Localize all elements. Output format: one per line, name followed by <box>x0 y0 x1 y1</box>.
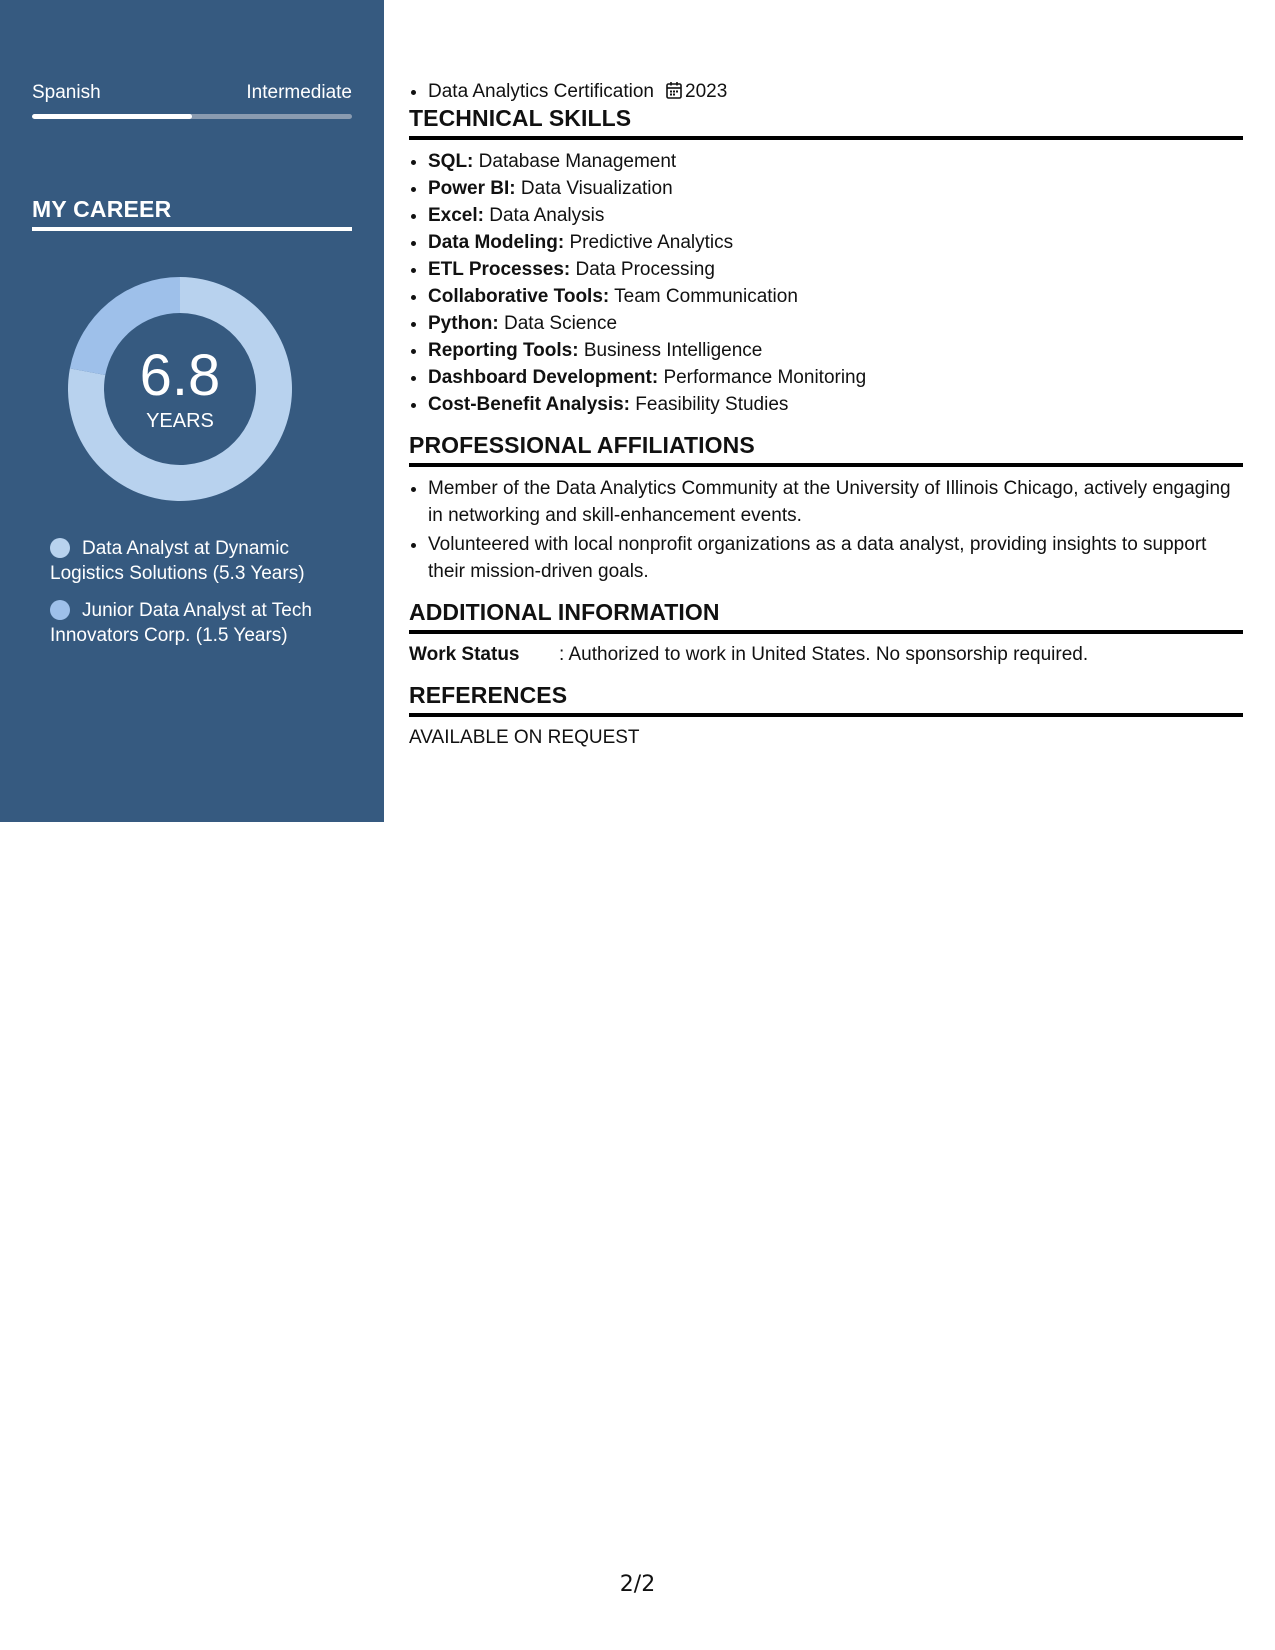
skill-detail: Data Visualization <box>520 178 673 199</box>
skill-item <box>428 256 1243 283</box>
language-name: Spanish <box>32 82 101 103</box>
career-legend-item <box>50 536 350 586</box>
calendar-icon <box>666 81 682 99</box>
skill-detail: Performance Monitoring <box>663 367 867 388</box>
skill-name: Data Modeling: <box>428 232 565 253</box>
technical-skills-list <box>409 148 1243 418</box>
skill-detail: Predictive Analytics <box>569 232 734 253</box>
skill-detail: Data Science <box>504 313 618 334</box>
career-section-title: MY CAREER <box>32 196 352 231</box>
skill-item <box>428 283 1243 310</box>
affiliations-list <box>409 475 1243 585</box>
career-legend-item <box>50 598 350 648</box>
skill-name: Python: <box>428 313 499 334</box>
technical-skills-section <box>409 105 1243 418</box>
career-legend-label: Data Analyst at Dynamic Logistics Solutions (5.3 Years) <box>50 538 305 584</box>
career-donut-chart <box>66 275 294 503</box>
sidebar <box>0 0 384 822</box>
certification-list <box>409 78 1243 105</box>
skill-item <box>428 229 1243 256</box>
skill-detail: Data Analysis <box>489 205 605 226</box>
skill-detail: Data Processing <box>575 259 715 280</box>
certification-name: Data Analytics Certification <box>428 81 654 102</box>
skill-detail: Feasibility Studies <box>635 394 789 415</box>
additional-info-title: ADDITIONAL INFORMATION <box>409 599 1243 634</box>
references-text: AVAILABLE ON REQUEST <box>409 727 640 748</box>
skill-name: Dashboard Development: <box>428 367 659 388</box>
skill-name: ETL Processes: <box>428 259 571 280</box>
technical-skills-title: TECHNICAL SKILLS <box>409 105 1243 140</box>
affiliations-title: PROFESSIONAL AFFILIATIONS <box>409 432 1243 467</box>
skill-item <box>428 175 1243 202</box>
affiliations-section <box>409 432 1243 585</box>
main-content <box>409 78 1243 765</box>
affiliation-item: • Volunteered with local nonprofit organizations as a data analyst, providing insights to support their mission-driven goals. <box>428 531 1243 585</box>
certification-item <box>428 78 1243 105</box>
page-number: 2/2 <box>619 1572 656 1597</box>
skill-name: Collaborative Tools: <box>428 286 610 307</box>
skill-item <box>428 148 1243 175</box>
language-proficiency-fill <box>32 114 192 119</box>
additional-info-section <box>409 599 1243 668</box>
language-level: Intermediate <box>246 82 352 103</box>
work-status-label: Work Status <box>409 644 520 665</box>
skill-name: Power BI: <box>428 178 516 199</box>
language-proficiency-bar <box>32 114 352 119</box>
skill-detail: Team Communication <box>614 286 798 307</box>
skill-name: Reporting Tools: <box>428 340 579 361</box>
skill-item <box>428 364 1243 391</box>
legend-dot-icon <box>50 538 70 558</box>
skill-name: Cost-Benefit Analysis: <box>428 394 630 415</box>
career-total-value: 6.8 <box>139 343 221 408</box>
legend-dot-icon <box>50 600 70 620</box>
skill-item <box>428 337 1243 364</box>
references-section <box>409 682 1243 751</box>
career-legend <box>50 536 350 660</box>
certification-year: 2023 <box>685 81 728 102</box>
skill-item <box>428 391 1243 418</box>
skill-name: SQL: <box>428 151 474 172</box>
references-title: REFERENCES <box>409 682 1243 717</box>
skill-detail: Database Management <box>478 151 677 172</box>
work-status-row <box>409 642 1243 668</box>
career-total-unit: YEARS <box>146 410 214 432</box>
skill-detail: Business Intelligence <box>583 340 763 361</box>
language-row <box>32 82 352 104</box>
certification-date <box>666 81 727 102</box>
skill-item <box>428 310 1243 337</box>
work-status-value: : Authorized to work in United States. No sponsorship required. <box>559 644 1089 665</box>
affiliation-item: • Member of the Data Analytics Community at the University of Illinois Chicago, actively engaging in networking and skill-enhancement events. <box>428 475 1243 529</box>
skill-name: Excel: <box>428 205 484 226</box>
career-legend-label: Junior Data Analyst at Tech Innovators Corp. (1.5 Years) <box>50 600 312 646</box>
skill-item <box>428 202 1243 229</box>
